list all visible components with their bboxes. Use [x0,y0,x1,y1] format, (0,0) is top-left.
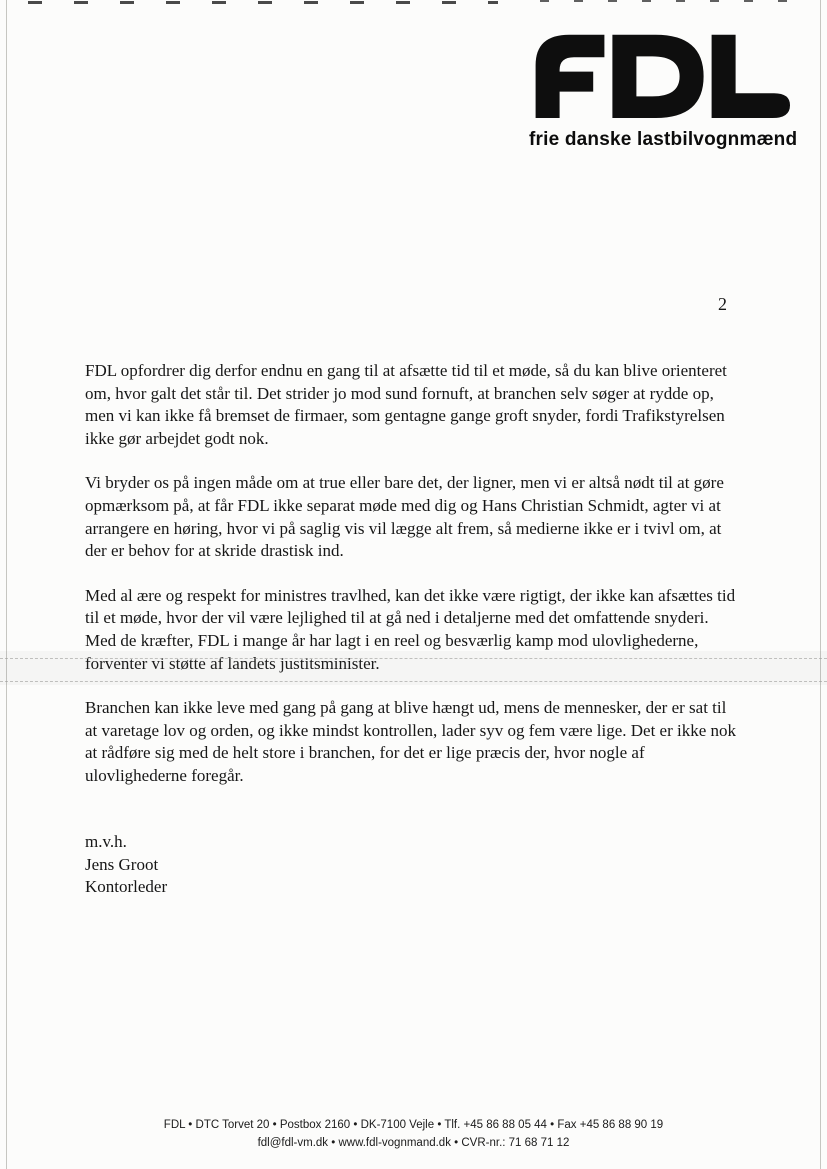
letterhead-footer [0,1116,827,1152]
scan-edge-left [6,0,7,1169]
scan-artifact-top-dashes [28,1,498,4]
signature-closing: m.v.h. [85,832,127,851]
signature-block [85,831,167,899]
paragraph: FDL opfordrer dig derfor endnu en gang til at afsætte tid til et møde, så du kan blive orienteret om, hvor galt det står til. Det strider jo mod sund fornuft, at branchen selv søger at rydde op, men vi kan ikke få bremset de firmaer, som gentagne gange groft snyder, fordi Trafikstyrelsen ikke gør arbejdet godt nok. [85,361,727,448]
fdl-logo [529,30,798,151]
logo-tagline: frie danske lastbilvognmænd [529,129,798,150]
scan-edge-right [820,0,821,1169]
scan-artifact-top-dashes-2 [540,0,790,2]
footer-address-line: FDL • DTC Torvet 20 • Postbox 2160 • DK-7100 Vejle • Tlf. +45 86 88 05 44 • Fax +45 86 88 90 19 [163,1119,664,1131]
paragraph: Med al ære og respekt for ministres travlhed, kan det ikke være rigtigt, der ikke kan afsættes tid til et møde, hvor der vil være lejlighed til at gå ned i detaljerne med det omfattende snyderi. Med de kræfter, FDL i mange år har lagt i en reel og besværlig kamp mod ulovlighederne, forventer vi støtte af landets justitsminister. [85,585,736,673]
footer-contact-line: fdl@fdl-vm.dk • www.fdl-vognmand.dk • CVR-nr.: 71 68 71 12 [257,1137,570,1149]
letter-body [85,360,740,810]
paragraph: Branchen kan ikke leve med gang på gang at blive hængt ud, mens de mennesker, der er sat til at varetage lov og orden, og ikke mindst kontrollen, lader syv og fem være lige. Det er ikke nok at rådføre sig med de helt store i branchen, for det er lige præcis der, hvor nogle af ulovlighederne foregår. [85,698,737,785]
signature-title: Kontorleder [85,877,168,897]
page-number: 2 [718,294,727,314]
signature-name: Jens Groot [85,854,159,874]
paragraph: Vi bryder os på ingen måde om at true eller bare det, der ligner, men vi er altså nødt til at gøre opmærksom på, at får FDL ikke separat møde med dig og Hans Christian Schmidt, agter vi at arrangere en høring, hvor vi på saglig vis vil lægge alt frem, så medierne ikke er i tvivl om, at der er behov for at skride drastisk ind. [85,473,724,561]
fdl-logo-icon [533,30,791,118]
